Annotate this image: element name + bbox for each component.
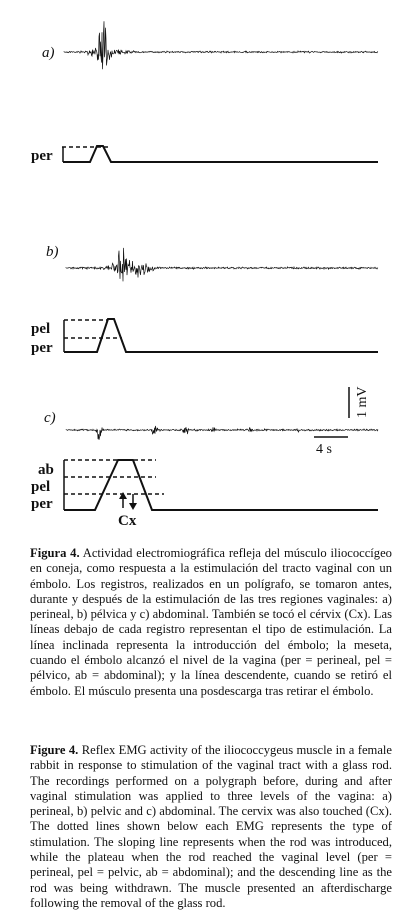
level-label-pel-c: pel xyxy=(31,479,51,495)
stimulus-trace-c xyxy=(64,460,378,510)
emg-trace-b xyxy=(66,248,378,282)
level-label-pel-b: pel xyxy=(31,321,51,337)
panel-label-b: b) xyxy=(46,244,59,260)
caption-english-text: Reflex EMG activity of the iliococcygeus muscle in a female rabbit in response to stimulation of the vaginal tract with a glass rod. The recordings performed on a polygraph before, during and after vaginal stimulation was applied to three levels of the vagina: a) perineal, b) pelvic and c) abdominal. The cervix was also touched (Cx). The dotted lines shown below each EMG represents the type of stimulation. The sloping line represents when the rod was introduced, while the plateau when the rod reached the vaginal level (per = perineal, pel = pelvic, ab = abdominal); and the descending line as the rod was being withdrawn. The muscle presented an afterdischarge following the removal of the glass rod. xyxy=(30,743,393,910)
cx-down-arrow-icon xyxy=(129,494,137,510)
caption-english xyxy=(30,743,392,911)
emg-trace-a xyxy=(64,21,378,69)
level-label-per-b: per xyxy=(31,340,53,356)
scale-label-time: 4 s xyxy=(316,442,332,457)
level-label-per-c: per xyxy=(31,496,53,512)
panel-label-c: c) xyxy=(44,410,56,426)
scale-label-amplitude: 1 mV xyxy=(355,386,370,418)
stimulus-trace-a xyxy=(62,146,378,162)
caption-english-label: Figure 4. xyxy=(30,743,79,757)
caption-spanish xyxy=(30,546,392,699)
level-label-ab-c: ab xyxy=(38,462,54,478)
caption-spanish-label: Figura 4. xyxy=(30,546,80,560)
level-label-per-a: per xyxy=(31,148,53,164)
panel-label-a: a) xyxy=(42,45,55,61)
caption-spanish-text: Actividad electromiográfica refleja del músculo iliococcígeo en coneja, como respuesta a la estimulación del tracto vaginal con un émbolo. Los registros, realizados en un polígrafo, se tomaron antes, durante y después de la estimulación de las tres regiones vaginales: a) perineal, b) pélvica y c) abdominal. También se tocó el cérvix (Cx). Las líneas debajo de cada registro representan el tipo de estimulación. La línea inclinada representa la introducción del émbolo; la meseta, cuando el émbolo alcanzó el nivel de la vagina (per = perineal, pel = pélvico, ab = abdominal); y la línea descendente, cuando se retiró el émbolo. El músculo presenta una posdescarga tras retirar el émbolo. xyxy=(30,546,392,698)
stimulus-trace-b xyxy=(64,319,378,352)
cx-label: Cx xyxy=(118,513,137,529)
